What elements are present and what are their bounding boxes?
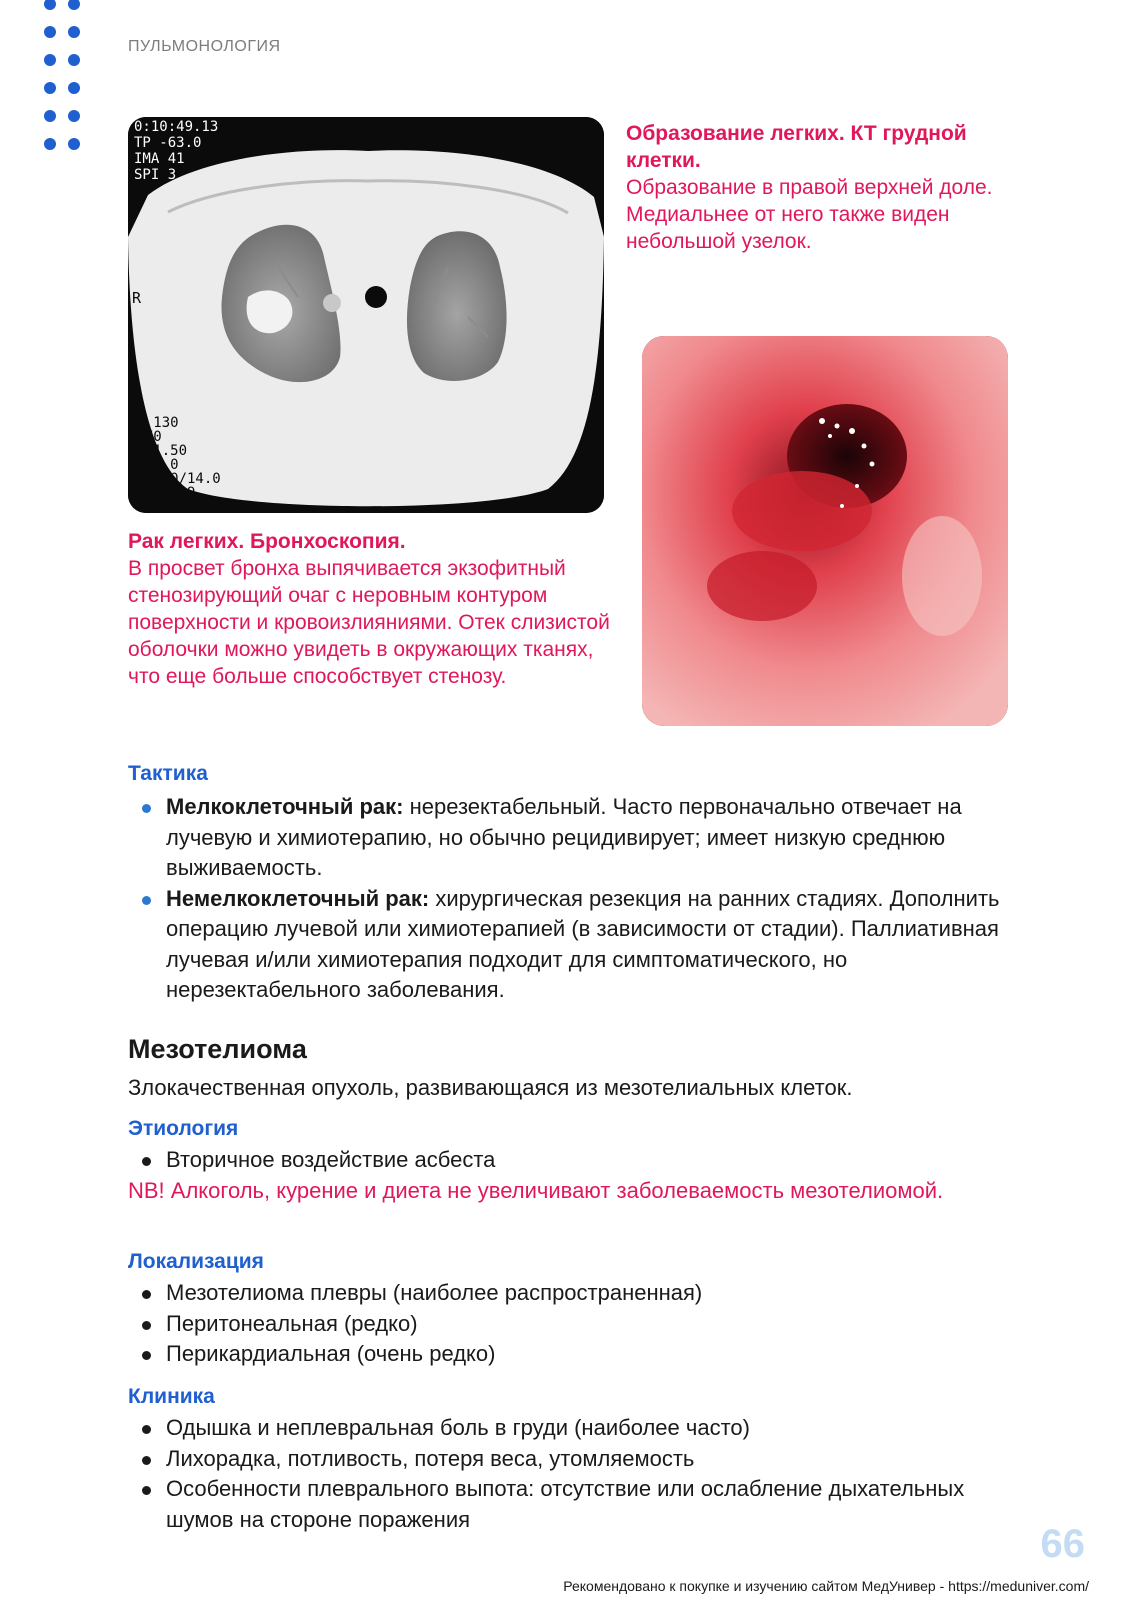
list-item-term: Немелкоклеточный рак: [166,885,430,911]
list-item: Лихорадка, потливость, потеря веса, утомляемость [128,1444,1018,1475]
list-item-text: хирургическая резекция на ранних стадиях. Дополнить операцию лучевой или химиотерапией (в зависимости от стадии). Паллиативная лучевая и/или химиотерапия подходит для симптоматического, но нерезектабельного заболевания. [166,885,1000,1002]
page-number: 66 [1040,1522,1085,1566]
list-item: Одышка и неплевральная боль в груди (наиболее часто) [128,1413,1018,1444]
list-item: Перикардиальная (очень редко) [128,1339,1018,1370]
tactics-list [128,792,1018,1006]
footer-link-text: Рекомендовано к покупке и изучению сайтом МедУнивер - https://meduniver.com/ [563,1578,1089,1594]
list-item: Перитонеальная (редко) [128,1309,1018,1340]
decorative-dots [40,0,90,160]
bronchoscopy-caption [128,528,628,690]
ct-overlay-line: IMA 41 [134,151,185,167]
ct-overlay-line: SPI 3 [134,167,177,183]
list-item: Мезотелиома плевры (наиболее распространенная) [128,1278,1018,1309]
etiology-list [128,1145,1018,1176]
clinic-list [128,1413,1018,1535]
ct-overlay-line: SL 8.0/14.0 [128,471,221,487]
list-item-term: Мелкоклеточный рак: [166,794,404,819]
ct-overlay-line: TI 1.50 [128,443,188,459]
list-item [128,792,1018,884]
ct-caption [626,120,1026,255]
ct-caption-title: Образование легких. КТ грудной клетки. [626,122,967,172]
running-head: ПУЛЬМОНОЛОГИЯ [128,38,281,55]
ct-overlay-line: GT 0.0 [128,457,179,473]
bronchoscopy-caption-text: В просвет бронха выпячивается экзофитный стенозирующий очаг с неровным контуром поверхности и кровоизлияниями. Отек слизистой оболочки можно увидеть в окружающих тканях, что еще больше способствует стенозу. [128,557,610,688]
list-item: Вторичное воздействие асбеста [128,1145,1018,1176]
ct-scan-image [128,117,604,513]
nb-note: NB! Алкоголь, курение и диета не увеличивают заболеваемость мезотелиомой. [128,1178,944,1203]
localization-heading: Локализация [128,1250,264,1273]
clinic-heading: Клиника [128,1385,215,1408]
bronchoscopy-caption-title: Рак легких. Бронхоскопия. [128,530,406,553]
ct-overlay-side: R [132,289,142,307]
bronchoscopy-image [642,336,1008,726]
ct-caption-text: Образование в правой верхней доле. Медиальнее от него также виден небольшой узелок. [626,176,993,253]
ct-overlay-line: 11 -2/29 [128,485,196,501]
section-title: Мезотелиома [128,1034,307,1064]
ct-overlay-line: 0:10:49.13 [134,119,219,135]
list-item-text: нерезектабельный. Часто первоначально отвечает на лучевую и химиотерапию, но обычно рецидивирует; имеет низкую среднюю выживаемость. [166,794,962,880]
ct-overlay-line: KV 130 [128,415,179,431]
definition: Злокачественная опухоль, развивающаяся из мезотелиальных клеток. [128,1075,853,1100]
list-item: Особенности плеврального выпота: отсутствие или ослабление дыхательных шумов на стороне поражения [128,1474,1018,1535]
localization-list [128,1278,1018,1370]
ct-overlay-line: TP -63.0 [134,135,202,151]
ct-overlay-line: A 70 [128,429,162,445]
etiology-heading: Этиология [128,1117,239,1140]
list-item [128,884,1018,1006]
tactics-heading: Тактика [128,762,208,785]
